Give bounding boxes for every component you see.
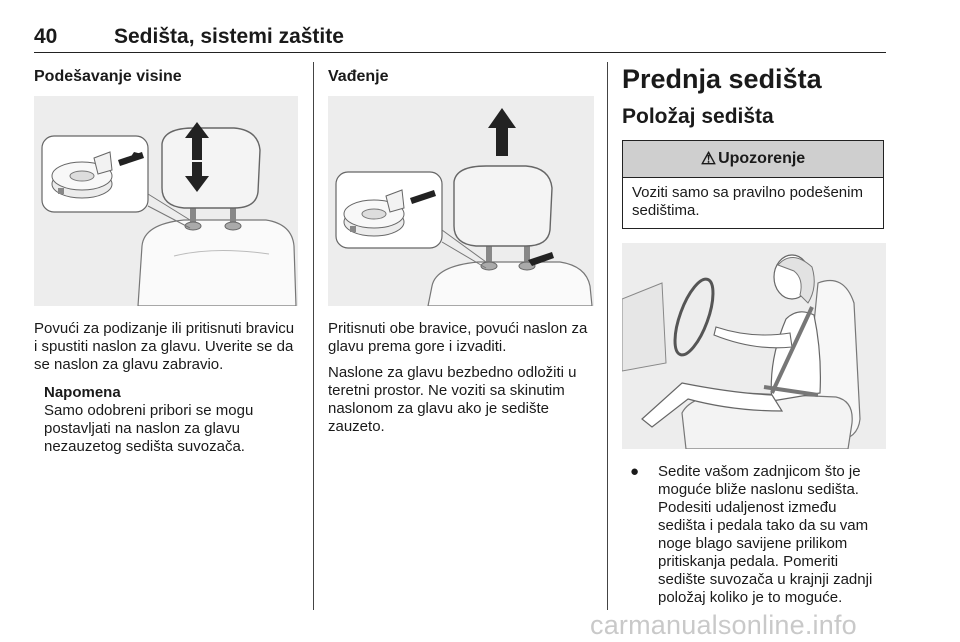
warning-label: Upozorenje <box>718 150 806 167</box>
note-title: Napomena <box>44 384 121 401</box>
removal-text: Pritisnuti obe bravice, povući naslon za glavu prema gore i izvaditi. <box>328 320 588 355</box>
watermark: carmanualsonline.info <box>590 610 857 640</box>
page-header <box>34 10 886 53</box>
column-front-seats <box>622 62 886 607</box>
section-title: Prednja sedišta <box>622 64 822 94</box>
list-item <box>622 463 886 607</box>
headrest-removal-figure <box>328 96 594 306</box>
column-removal <box>328 62 594 436</box>
running-title: Sedišta, sistemi zaštite <box>114 25 344 48</box>
subsection-title: Položaj sedišta <box>622 105 774 128</box>
storage-text: Naslone za glavu bezbedno odložiti u teretni prostor. Ne voziti sa skinutim naslonom za glavu ako je sedište zauzeto. <box>328 364 577 435</box>
column-divider <box>313 62 314 610</box>
warning-text: Voziti samo sa pravilno podešenim sedištima. <box>632 184 863 219</box>
note-box <box>44 384 298 456</box>
warning-box <box>622 140 884 229</box>
warning-header <box>623 141 883 178</box>
section-heading: Vađenje <box>328 68 389 85</box>
column-divider <box>607 62 608 610</box>
column-height-adjustment <box>34 62 298 456</box>
headrest-height-illustration <box>34 96 298 306</box>
page-number: 40 <box>34 25 58 48</box>
headrest-height-figure <box>34 96 298 306</box>
warning-icon: ⚠ <box>700 149 717 168</box>
bullet-text: Sedite vašom zadnjicom što je moguće bliže naslonu sedišta. Podesiti udaljenost između sedišta i pedala tako da su vam noge blago savijene prilikom pritiskanja pedala. Pomeriti sedište suvozača u krajnji zadnji položaj koliko je to moguće. <box>658 463 873 606</box>
seating-position-illustration <box>622 243 886 449</box>
section-heading: Podešavanje visine <box>34 68 182 85</box>
seating-position-figure <box>622 243 886 449</box>
headrest-removal-illustration <box>328 96 594 306</box>
bullet-marker: ● <box>630 463 640 480</box>
height-adjustment-text: Povući za podizanje ili pritisnuti bravicu i spustiti naslon za glavu. Uverite se da se naslon za glavu zabravio. <box>34 320 295 373</box>
note-text: Samo odobreni pribori se mogu postavljati na naslon za glavu nezauzetog sedišta suvozača. <box>44 402 254 455</box>
